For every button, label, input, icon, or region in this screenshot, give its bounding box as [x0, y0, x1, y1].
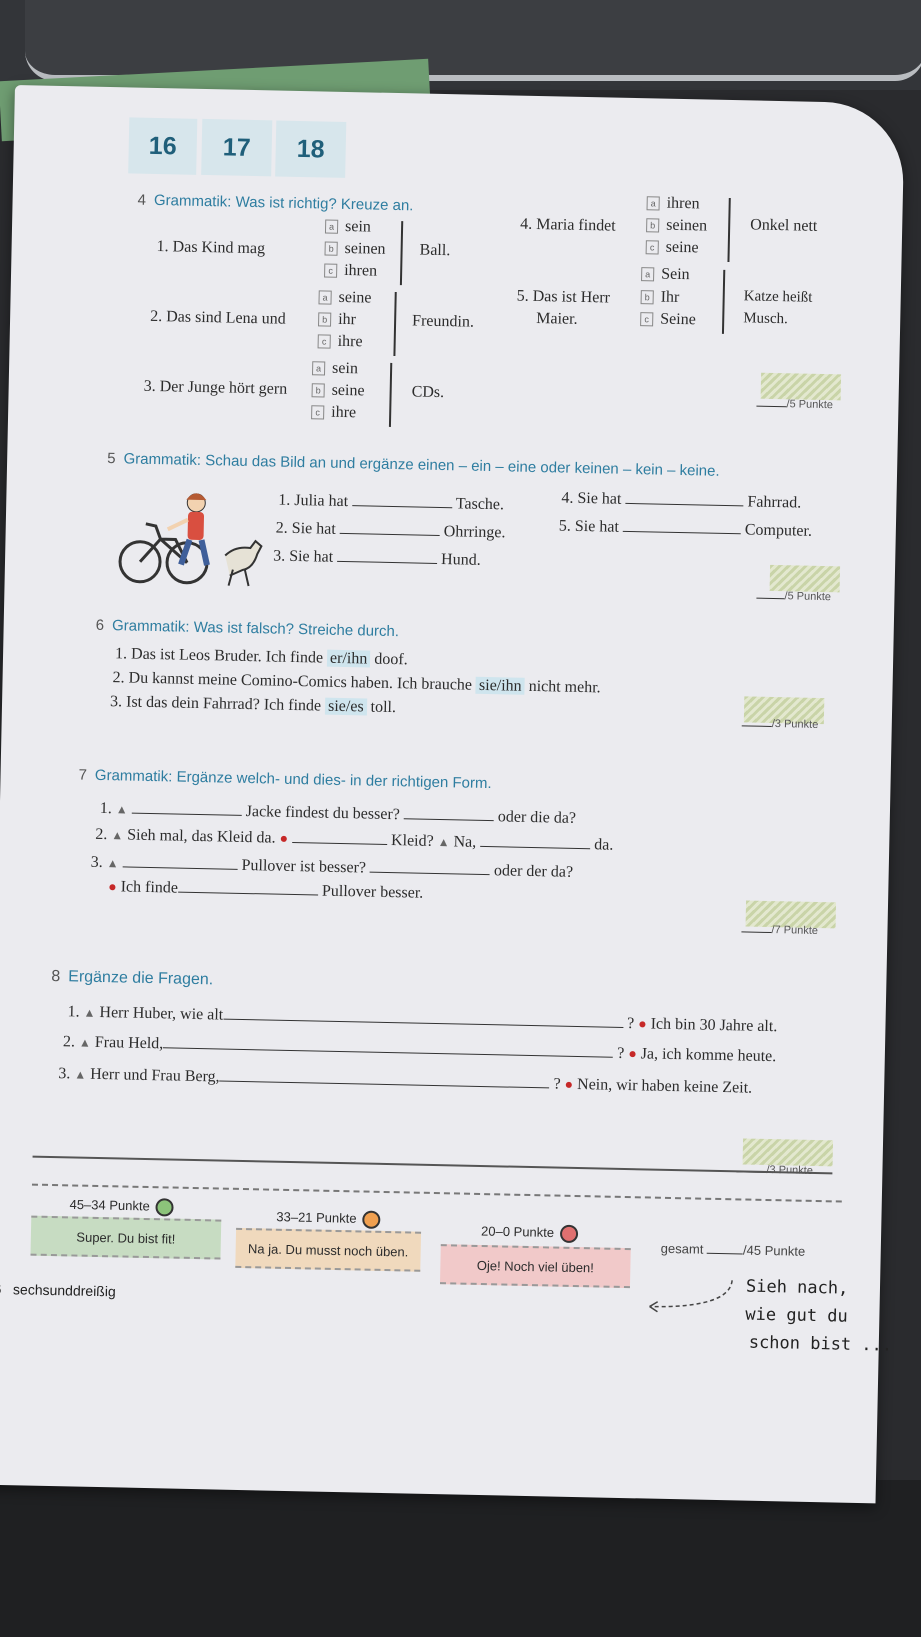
range-3: 20–0 Punkte — [481, 1223, 578, 1243]
page-number: sechsunddreißig — [12, 1281, 116, 1300]
ex6-score[interactable]: /3 Punkte — [742, 712, 819, 731]
ex4-item3-label: 3. Der Junge hört gern — [143, 377, 288, 398]
ex7-line1[interactable]: 1. ▲ Jacke findest du besser? oder die da? — [99, 799, 577, 827]
ex4-item5-option-a[interactable]: a Sein — [641, 265, 690, 284]
ex4-item5-end2: Musch. — [743, 310, 789, 328]
range-2: 33–21 Punkte — [276, 1209, 381, 1229]
neutral-face-icon — [362, 1211, 380, 1229]
ex7-title: 7 Grammatik: Ergänze welch- und dies- in der richtigen Form. — [78, 766, 492, 793]
ex4-item4-option-a[interactable]: a ihren — [646, 194, 699, 213]
ex4-item2-end: Freundin. — [411, 312, 475, 331]
ex8-title: 8 Ergänze die Fragen. — [51, 967, 214, 989]
result-band-2: Na ja. Du musst noch üben. — [235, 1228, 421, 1272]
note-line-1: Sieh nach, — [745, 1276, 849, 1299]
ex4-item4-option-b[interactable]: b seinen — [646, 216, 707, 235]
laptop-lid — [25, 0, 921, 81]
arrow-icon — [639, 1276, 740, 1318]
dot-bullet-icon: ● — [279, 831, 289, 847]
brace — [396, 221, 403, 285]
ex7-line3[interactable]: 3. ▲ Pullover ist besser? oder der da? — [90, 853, 574, 881]
ex4-item5-end: Katze heißt — [743, 288, 813, 306]
tab-17: 17 — [201, 119, 272, 176]
ex8-item1[interactable]: 1. ▲ Herr Huber, wie alt ? ● Ich bin 30 Jahre alt. — [67, 1003, 778, 1036]
ex5-item4[interactable]: 4. Sie hat Fahrrad. — [561, 489, 802, 512]
sad-face-icon — [560, 1225, 578, 1243]
dot-bullet-icon: ● — [628, 1047, 637, 1063]
ex6-item2: 2. Du kannst meine Comino-Comics haben. Ich brauche sie/ihn nicht mehr. — [112, 669, 601, 697]
triangle-bullet-icon: ▲ — [78, 1035, 91, 1050]
ex4-item2-label: 2. Das sind Lena und — [150, 307, 286, 328]
ex6-item1-choice[interactable]: er/ihn — [327, 650, 371, 668]
ex5-item5[interactable]: 5. Sie hat Computer. — [558, 517, 813, 540]
ex4-item2-option-c[interactable]: c ihre — [318, 332, 363, 351]
ex4-item3-option-c[interactable]: c ihre — [311, 403, 356, 422]
ex8-item3[interactable]: 3. ▲ Herr und Frau Berg, ? ● Nein, wir haben keine Zeit. — [58, 1065, 753, 1097]
ex4-item1-label: 1. Das Kind mag — [156, 238, 266, 258]
ex4-item3-option-a[interactable]: a sein — [312, 359, 358, 378]
brace — [385, 363, 392, 427]
ex6-title: 6 Grammatik: Was ist falsch? Streiche durch. — [95, 616, 400, 641]
ex7-line2[interactable]: 2. ▲ Sieh mal, das Kleid da. ● Kleid? ▲ Na, da. — [95, 825, 614, 854]
dot-bullet-icon: ● — [564, 1077, 574, 1093]
ex4-item1-option-c[interactable]: c ihren — [324, 262, 377, 281]
ex4-item2-option-a[interactable]: a seine — [318, 288, 371, 307]
girl-bicycle-dog-illustration — [114, 483, 276, 596]
workbook-page — [0, 85, 905, 1503]
ex4-score[interactable]: /5 Punkte — [756, 393, 833, 412]
ex7-line4[interactable]: ● Ich finde Pullover besser. — [108, 878, 424, 902]
ex4-item2-option-b[interactable]: b ihr — [318, 310, 356, 329]
ex4-item4-option-c[interactable]: c seine — [646, 238, 699, 257]
ex4-item5-label2: Maier. — [536, 309, 578, 328]
divider — [33, 1156, 833, 1175]
result-band-1: Super. Du bist fit! — [30, 1216, 221, 1260]
ex6-item2-choice[interactable]: sie/ihn — [476, 677, 525, 695]
ex6-item3: 3. Ist das dein Fahrrad? Ich finde sie/es toll. — [109, 693, 397, 717]
triangle-bullet-icon: ▲ — [83, 1005, 96, 1020]
ex4-item4-label: 4. Maria findet — [520, 215, 616, 235]
brace — [389, 292, 396, 356]
ex8-item2[interactable]: 2. ▲ Frau Held, ? ● Ja, ich komme heute. — [62, 1033, 777, 1066]
brace — [718, 270, 725, 334]
ex5-title: 5 Grammatik: Schau das Bild an und ergänze einen – ein – eine oder keinen – kein – keine. — [107, 450, 720, 480]
result-band-3: Oje! Noch viel üben! — [440, 1244, 631, 1288]
ex4-item3-option-b[interactable]: b seine — [311, 381, 364, 400]
dot-bullet-icon: ● — [638, 1017, 647, 1033]
ex4-item1-option-b[interactable]: b seinen — [324, 240, 385, 259]
dot-bullet-icon: ● — [108, 880, 117, 896]
ex4-item1-option-a[interactable]: a sein — [325, 218, 371, 237]
ex5-item2[interactable]: 2. Sie hat Ohrringe. — [275, 519, 506, 542]
triangle-bullet-icon: ▲ — [437, 835, 450, 850]
ex4-item4-end: Onkel nett — [750, 216, 818, 235]
triangle-bullet-icon: ▲ — [74, 1067, 87, 1082]
triangle-bullet-icon: ▲ — [106, 856, 119, 871]
ex5-item1[interactable]: 1. Julia hat Tasche. — [278, 491, 505, 514]
brace — [723, 198, 730, 262]
triangle-bullet-icon: ▲ — [115, 802, 128, 817]
ex8-score[interactable]: /3 Punkte — [736, 1158, 813, 1177]
ex4-item5-option-b[interactable]: b Ihr — [641, 288, 680, 307]
total-score[interactable]: gesamt /45 Punkte — [660, 1240, 806, 1259]
note-line-3: schon bist ... — [748, 1332, 893, 1356]
note-line-2: wie gut du — [745, 1304, 848, 1327]
ex4-item3-end: CDs. — [411, 383, 445, 402]
ex6-item3-choice[interactable]: sie/es — [325, 698, 367, 716]
happy-face-icon — [156, 1198, 174, 1216]
tab-16: 16 — [128, 117, 197, 174]
ex4-item5-option-c[interactable]: c Seine — [640, 310, 696, 329]
desk-dark-area — [0, 1480, 921, 1637]
ex7-score[interactable]: /7 Punkte — [741, 918, 818, 937]
ex6-item1: 1. Das ist Leos Bruder. Ich finde er/ihn doof. — [114, 645, 408, 669]
ex4-item5-label: 5. Das ist Herr — [516, 287, 611, 307]
ex4-title: 4 Grammatik: Was ist richtig? Kreuze an. — [137, 191, 414, 215]
ex5-score[interactable]: /5 Punkte — [756, 585, 831, 604]
tab-18: 18 — [275, 120, 346, 177]
ex4-item1-end: Ball. — [419, 241, 451, 260]
triangle-bullet-icon: ▲ — [111, 828, 124, 843]
range-1: 45–34 Punkte — [69, 1196, 174, 1216]
ex5-item3[interactable]: 3. Sie hat Hund. — [273, 547, 481, 569]
